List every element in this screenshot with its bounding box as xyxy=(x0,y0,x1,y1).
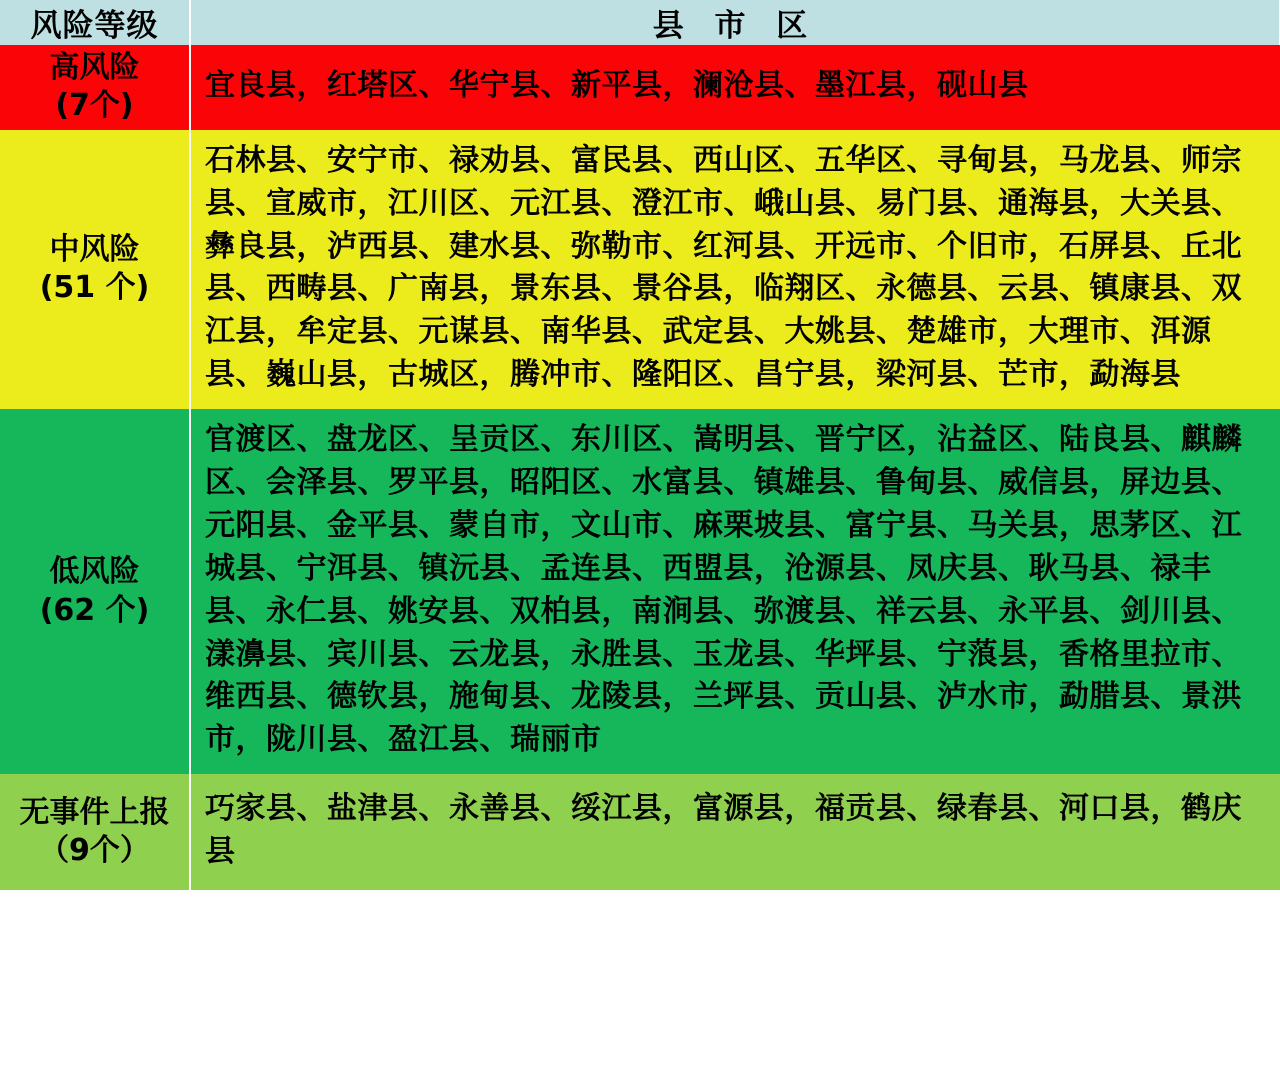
risk-level-count: （9个） xyxy=(39,833,150,869)
area-list-low: 官渡区、盘龙区、呈贡区、东川区、嵩明县、晋宁区，沾益区、陆良县、麒麟区、会泽县、罗平县，昭阳区、水富县、镇雄县、鲁甸县、威信县，屏边县、元阳县、金平县、蒙自市，文山市、麻栗坡县、富宁县、马关县，思茅区、江城县、宁洱县、镇沅县、孟连县、西盟县，沧源县、凤庆县、耿马县、禄丰县、永仁县、姚安县、双柏县，南涧县、弥渡县、祥云县、永平县、剑川县、漾濞县、宾川县、云龙县，永胜县、玉龙县、华坪县、宁蒗县，香格里拉市、维西县、德钦县，施甸县、龙陵县，兰坪县、贡山县、泸水市，勐腊县、景洪市，陇川县、盈江县、瑞丽市 xyxy=(190,409,1280,774)
table-row xyxy=(0,774,1280,890)
table-header-row xyxy=(0,0,1280,45)
risk-level-name: 无事件上报 xyxy=(19,794,170,830)
risk-level-label-low xyxy=(0,409,190,774)
area-list-none: 巧家县、盐津县、永善县、绥江县，富源县，福贡县、绿春县、河口县，鹤庆县 xyxy=(190,774,1280,890)
risk-level-name: 中风险 xyxy=(49,232,140,268)
risk-level-name: 高风险 xyxy=(49,50,140,85)
risk-level-label-none xyxy=(0,774,190,890)
risk-level-count: (7个) xyxy=(55,88,134,124)
table-row xyxy=(0,409,1280,774)
risk-level-label-high xyxy=(0,45,190,130)
table-row xyxy=(0,45,1280,130)
table-row xyxy=(0,130,1280,409)
area-list-high: 宜良县，红塔区、华宁县、新平县，澜沧县、墨江县，砚山县 xyxy=(190,45,1280,130)
area-list-medium: 石林县、安宁市、禄劝县、富民县、西山区、五华区、寻甸县，马龙县、师宗县、宣威市，江川区、元江县、澄江市、峨山县、易门县、通海县，大关县、彝良县，泸西县、建水县、弥勒市、红河县、开远市、个旧市，石屏县、丘北县、西畴县、广南县，景东县、景谷县，临翔区、永德县、云县、镇康县、双江县，牟定县、元谋县、南华县、武定县、大姚县、楚雄市，大理市、洱源县、巍山县，古城区，腾冲市、隆阳区、昌宁县，梁河县、芒市，勐海县 xyxy=(190,130,1280,409)
risk-level-count: (62 个) xyxy=(39,592,150,628)
risk-level-count: (51 个) xyxy=(39,270,150,306)
header-county-city-district: 县 市 区 xyxy=(190,0,1280,45)
risk-level-label-medium xyxy=(0,130,190,409)
header-risk-level: 风险等级 xyxy=(0,0,190,45)
risk-level-name: 低风险 xyxy=(49,554,140,590)
